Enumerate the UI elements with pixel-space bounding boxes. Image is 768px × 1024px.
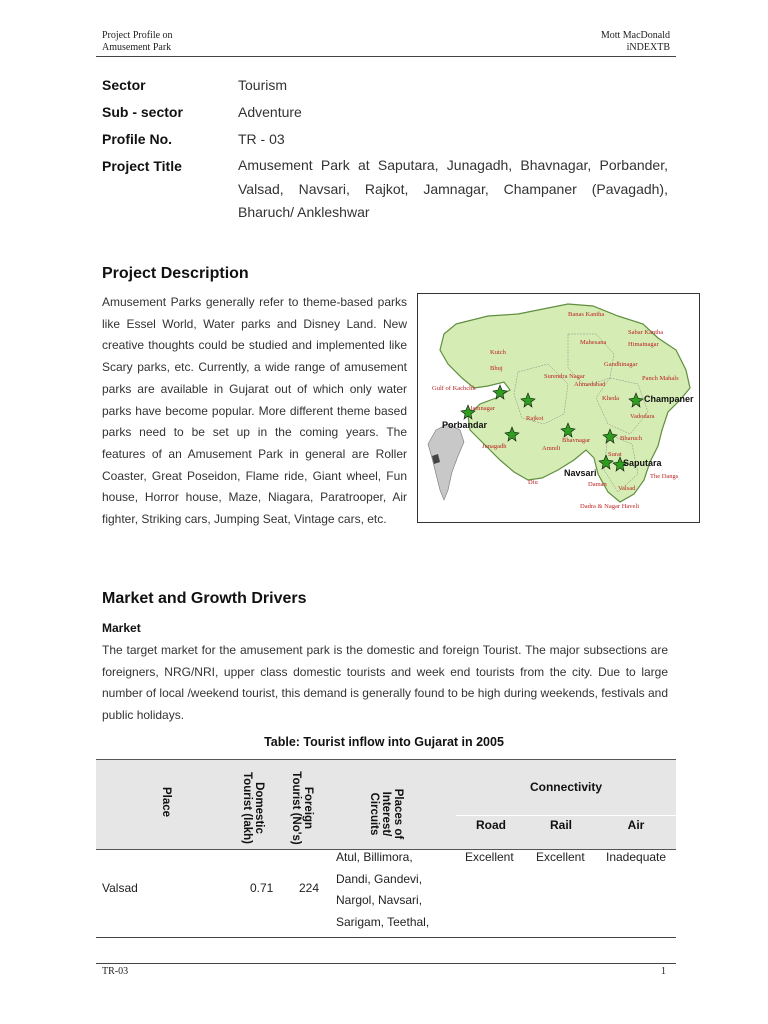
cell-place: Valsad (102, 881, 138, 895)
footer-rule (96, 963, 676, 964)
map-label-the-dangs: The Dangs (650, 473, 679, 480)
footer-page-number: 1 (661, 966, 666, 977)
sector-value: Tourism (238, 77, 288, 93)
header-doc-subject: Amusement Park (102, 42, 172, 53)
map-label-daman: Daman (588, 481, 607, 488)
profile-label: Profile No. (102, 131, 173, 147)
cell-road: Excellent (465, 850, 514, 864)
india-inset-shape (428, 424, 464, 500)
map-label-ahmedabad: Ahmedabad (574, 381, 606, 388)
map-label-vadodara: Vadodara (630, 413, 655, 420)
map-label-himatnagar: Himatnagar (628, 341, 659, 348)
col-header-domestic: Domestic Tourist (lakh) (241, 772, 265, 844)
market-subheading: Market (102, 621, 141, 635)
map-label-surendra-nagar: Surendra Nagar (544, 373, 585, 380)
gujarat-map (417, 293, 700, 523)
profile-value: TR - 03 (238, 131, 285, 147)
header-doc-type: Project Profile on (102, 30, 173, 41)
table-caption: Table: Tourist inflow into Gujarat in 2005 (264, 735, 504, 749)
col-header-road: Road (476, 818, 506, 832)
header-rule (96, 56, 676, 57)
map-label-gulf-of-kachchh: Gulf of Kachchh (432, 385, 476, 392)
market-text: The target market for the amusement park is the domestic and foreign Tourist. The major subsections are foreigners, NRG/NRI, upper class domestic tourists and week end tourists from the city. Due to large number of local /weekend tourist, this demand is generally found to be high during weekends, festivals and public holidays. (102, 643, 668, 723)
project-description-heading: Project Description (102, 265, 249, 282)
gujarat-map-graphic (418, 294, 699, 522)
map-label-amreli: Amreli (542, 445, 561, 452)
map-label-gandhinagar: Gandhinagar (604, 361, 638, 368)
map-label-dadra-nagar-haveli: Dadra & Nagar Haveli (580, 503, 640, 510)
col-header-air: Air (627, 818, 645, 832)
cell-domestic: 0.71 (250, 881, 274, 895)
map-label-jamnagar: Jamnagar (470, 405, 495, 412)
map-bold-porbandar: Porbandar (442, 420, 488, 430)
col-header-rail: Rail (549, 818, 572, 832)
map-label-banas-kantha: Banas Kantha (568, 311, 605, 318)
col-header-connectivity: Connectivity (529, 780, 602, 794)
map-bold-saputara: Saputara (623, 458, 662, 468)
cell-interest: Atul, Billimora, Dandi, Gandevi, Nargol, Navsari, Sarigam, Teethal, (336, 850, 430, 929)
map-label-bharuch: Bharuch (620, 435, 643, 442)
subsector-value: Adventure (238, 104, 302, 120)
header-left (102, 30, 173, 54)
col-header-place: Place (160, 786, 172, 818)
map-label-panch-mahals: Panch Mahals (642, 375, 679, 382)
map-label-bhuj: Bhuj (490, 365, 503, 372)
header-company: Mott MacDonald (600, 30, 670, 41)
project-title-value: Amusement Park at Saputara, Junagadh, Bhavnagar, Porbander, Valsad, Navsari, Rajkot, Jamnagar, Champaner (Pavagadh), Bharuch/ Ankleshwar (238, 157, 668, 220)
map-label-sabar-kantha: Sabar Kantha (628, 329, 664, 336)
col-header-interest: Places of Interest/ Circuits (368, 788, 404, 840)
subsector-label: Sub - sector (102, 104, 183, 120)
connectivity-divider (456, 815, 676, 816)
map-label-kheda: Kheda (602, 395, 619, 402)
header-right (601, 30, 670, 54)
map-label-kutch: Kutch (490, 349, 506, 356)
col-header-foreign: Foreign Tourist (No's) (290, 771, 314, 845)
footer-doc-id: TR-03 (102, 966, 129, 977)
header-org: iNDEXTB (626, 42, 670, 53)
cell-rail: Excellent (536, 850, 585, 864)
map-bold-navsari: Navsari (564, 468, 597, 478)
map-label-surat: Surat (608, 451, 622, 458)
map-bold-champaner: Champaner (644, 394, 694, 404)
map-label-diu: Diu (528, 479, 538, 486)
map-label-rajkot: Rajkot (526, 415, 544, 422)
map-label-bhavnagar: Bhavnagar (562, 437, 591, 444)
cell-foreign: 224 (299, 881, 320, 895)
market-growth-heading: Market and Growth Drivers (102, 590, 307, 607)
map-label-valsad: Valsad (618, 485, 636, 492)
project-description-text: Amusement Parks generally refer to theme-based parks like Essel World, Water parks and Disney Land. New creative thoughts could be studied and implemented like Scary parks, etc. Currently, a wide range of amusement parks are available in Gujarat out of which only water parks have become popular. More different theme based parks need to be set up in the coming years. The features of an Amusement Park in general are Roller Coaster, Great Poseidon, Flame ride, Giant wheel, Fun house, Horror house, Maze, Niagara, Paratrooper, Air fighter, Striking cars, Jumping Seat, Vintage cars, etc. (102, 295, 407, 527)
cell-air: Inadequate (606, 850, 667, 864)
project-title-label: Project Title (102, 158, 182, 174)
sector-label: Sector (102, 77, 146, 93)
map-label-junagadh: Junagadh (482, 443, 507, 450)
map-label-mahesana: Mahesana (580, 339, 607, 346)
table-bottom-rule (96, 937, 676, 938)
